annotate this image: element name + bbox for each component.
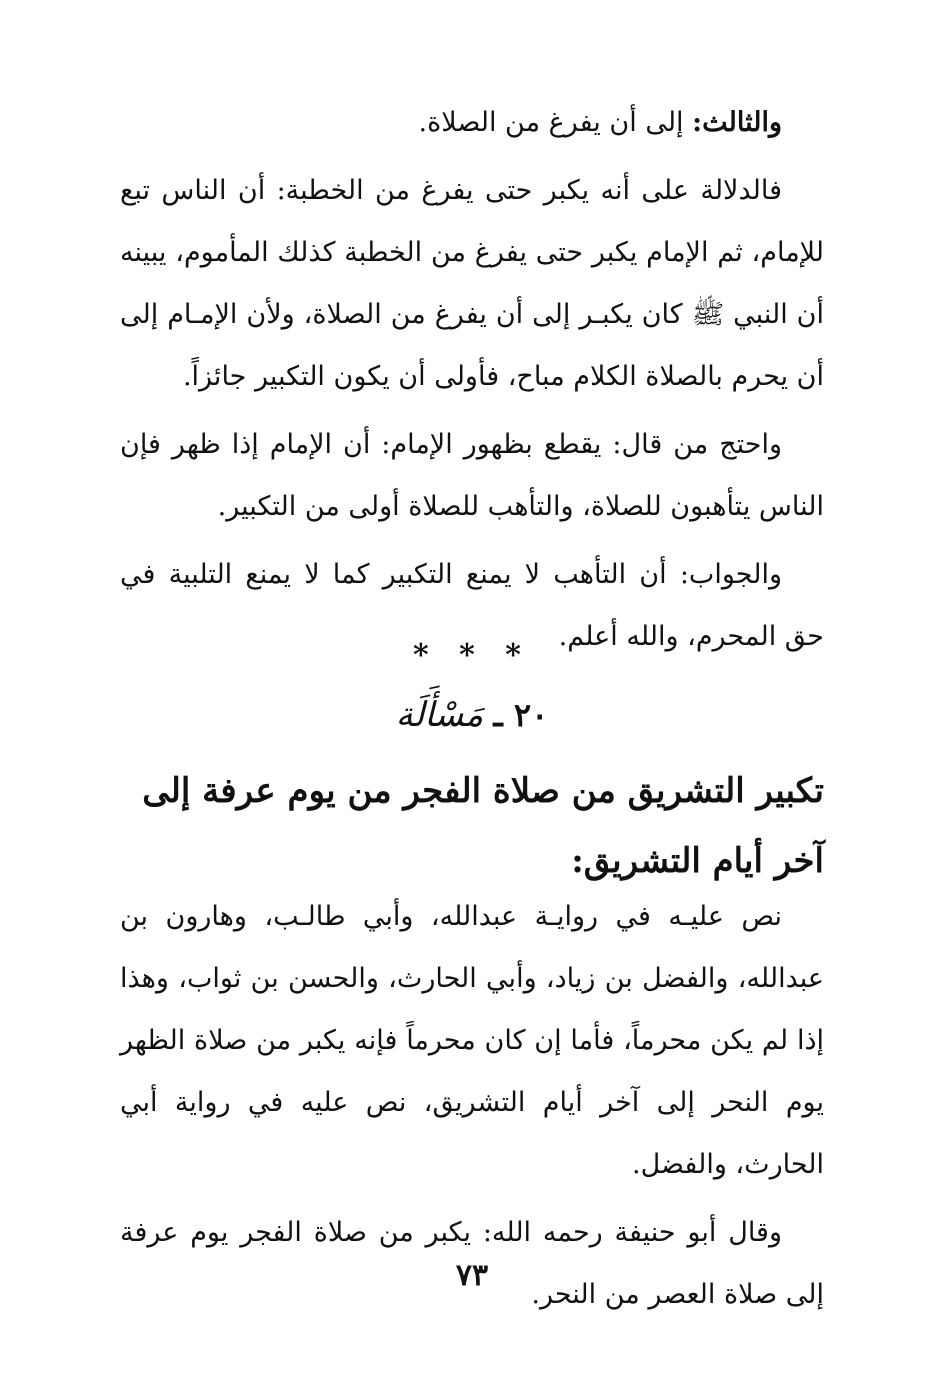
- page-number: ٧٣: [455, 1258, 489, 1293]
- paragraph-narrations: نص عليـه في روايـة عبدالله، وأبي طالـب، وهارون بن عبدالله، والفضل بن زياد، وأبي الحارث، والحسن بن ثواب، وهذا إذا لم يكن محرماً، فأما إن كان محرماً فإنه يكبر من صلاة الظهر يوم النحر إلى آخر أيام التشريق، نص عليه في رواية أبي الحارث، والفضل.: [120, 901, 824, 1180]
- paragraph-third-point: [120, 92, 824, 154]
- paragraph-lead: والثالث:: [692, 107, 782, 138]
- section-separator: * * *: [413, 638, 531, 673]
- paragraph-answer: والجواب: أن التأهب لا يمنع التكبير كما لا يمنع التلبية في حق المحرم، والله أعلم.: [120, 559, 824, 652]
- paragraph-text: إلى أن يفرغ من الصلاة.: [418, 107, 693, 138]
- section-heading: تكبير التشريق من صلاة الفجر من يوم عرفة إلى آخر أيام التشريق:: [142, 771, 824, 881]
- paragraph-objection: واحتج من قال: يقطع بظهور الإمام: أن الإمام إذا ظهر فإن الناس يتأهبون للصلاة، والتأهب للصلاة أولى من التكبير.: [120, 429, 824, 522]
- paragraph-evidence: فالدلالة على أنه يكبر حتى يفرغ من الخطبة: أن الناس تبع للإمام، ثم الإمام يكبر حتى يفرغ من الخطبة كذلك المأموم، يبينه أن النبي ﷺ كان يكبـر إلى أن يفرغ من الصلاة، ولأن الإمـام إلى أن يحرم بالصلاة الكلام مباح، فأولى أن يكون التكبير جائزاً.: [120, 175, 824, 392]
- paragraph-abu-hanifa: وقال أبو حنيفة رحمه الله: يكبر من صلاة الفجر يوم عرفة إلى صلاة العصر من النحر.: [120, 1217, 824, 1310]
- issue-calligraphy-word: مَسْأَلَة: [395, 695, 484, 735]
- issue-number: ٢٠ ـ: [493, 696, 549, 734]
- issue-title: [0, 690, 944, 740]
- upper-text-block: [120, 92, 824, 674]
